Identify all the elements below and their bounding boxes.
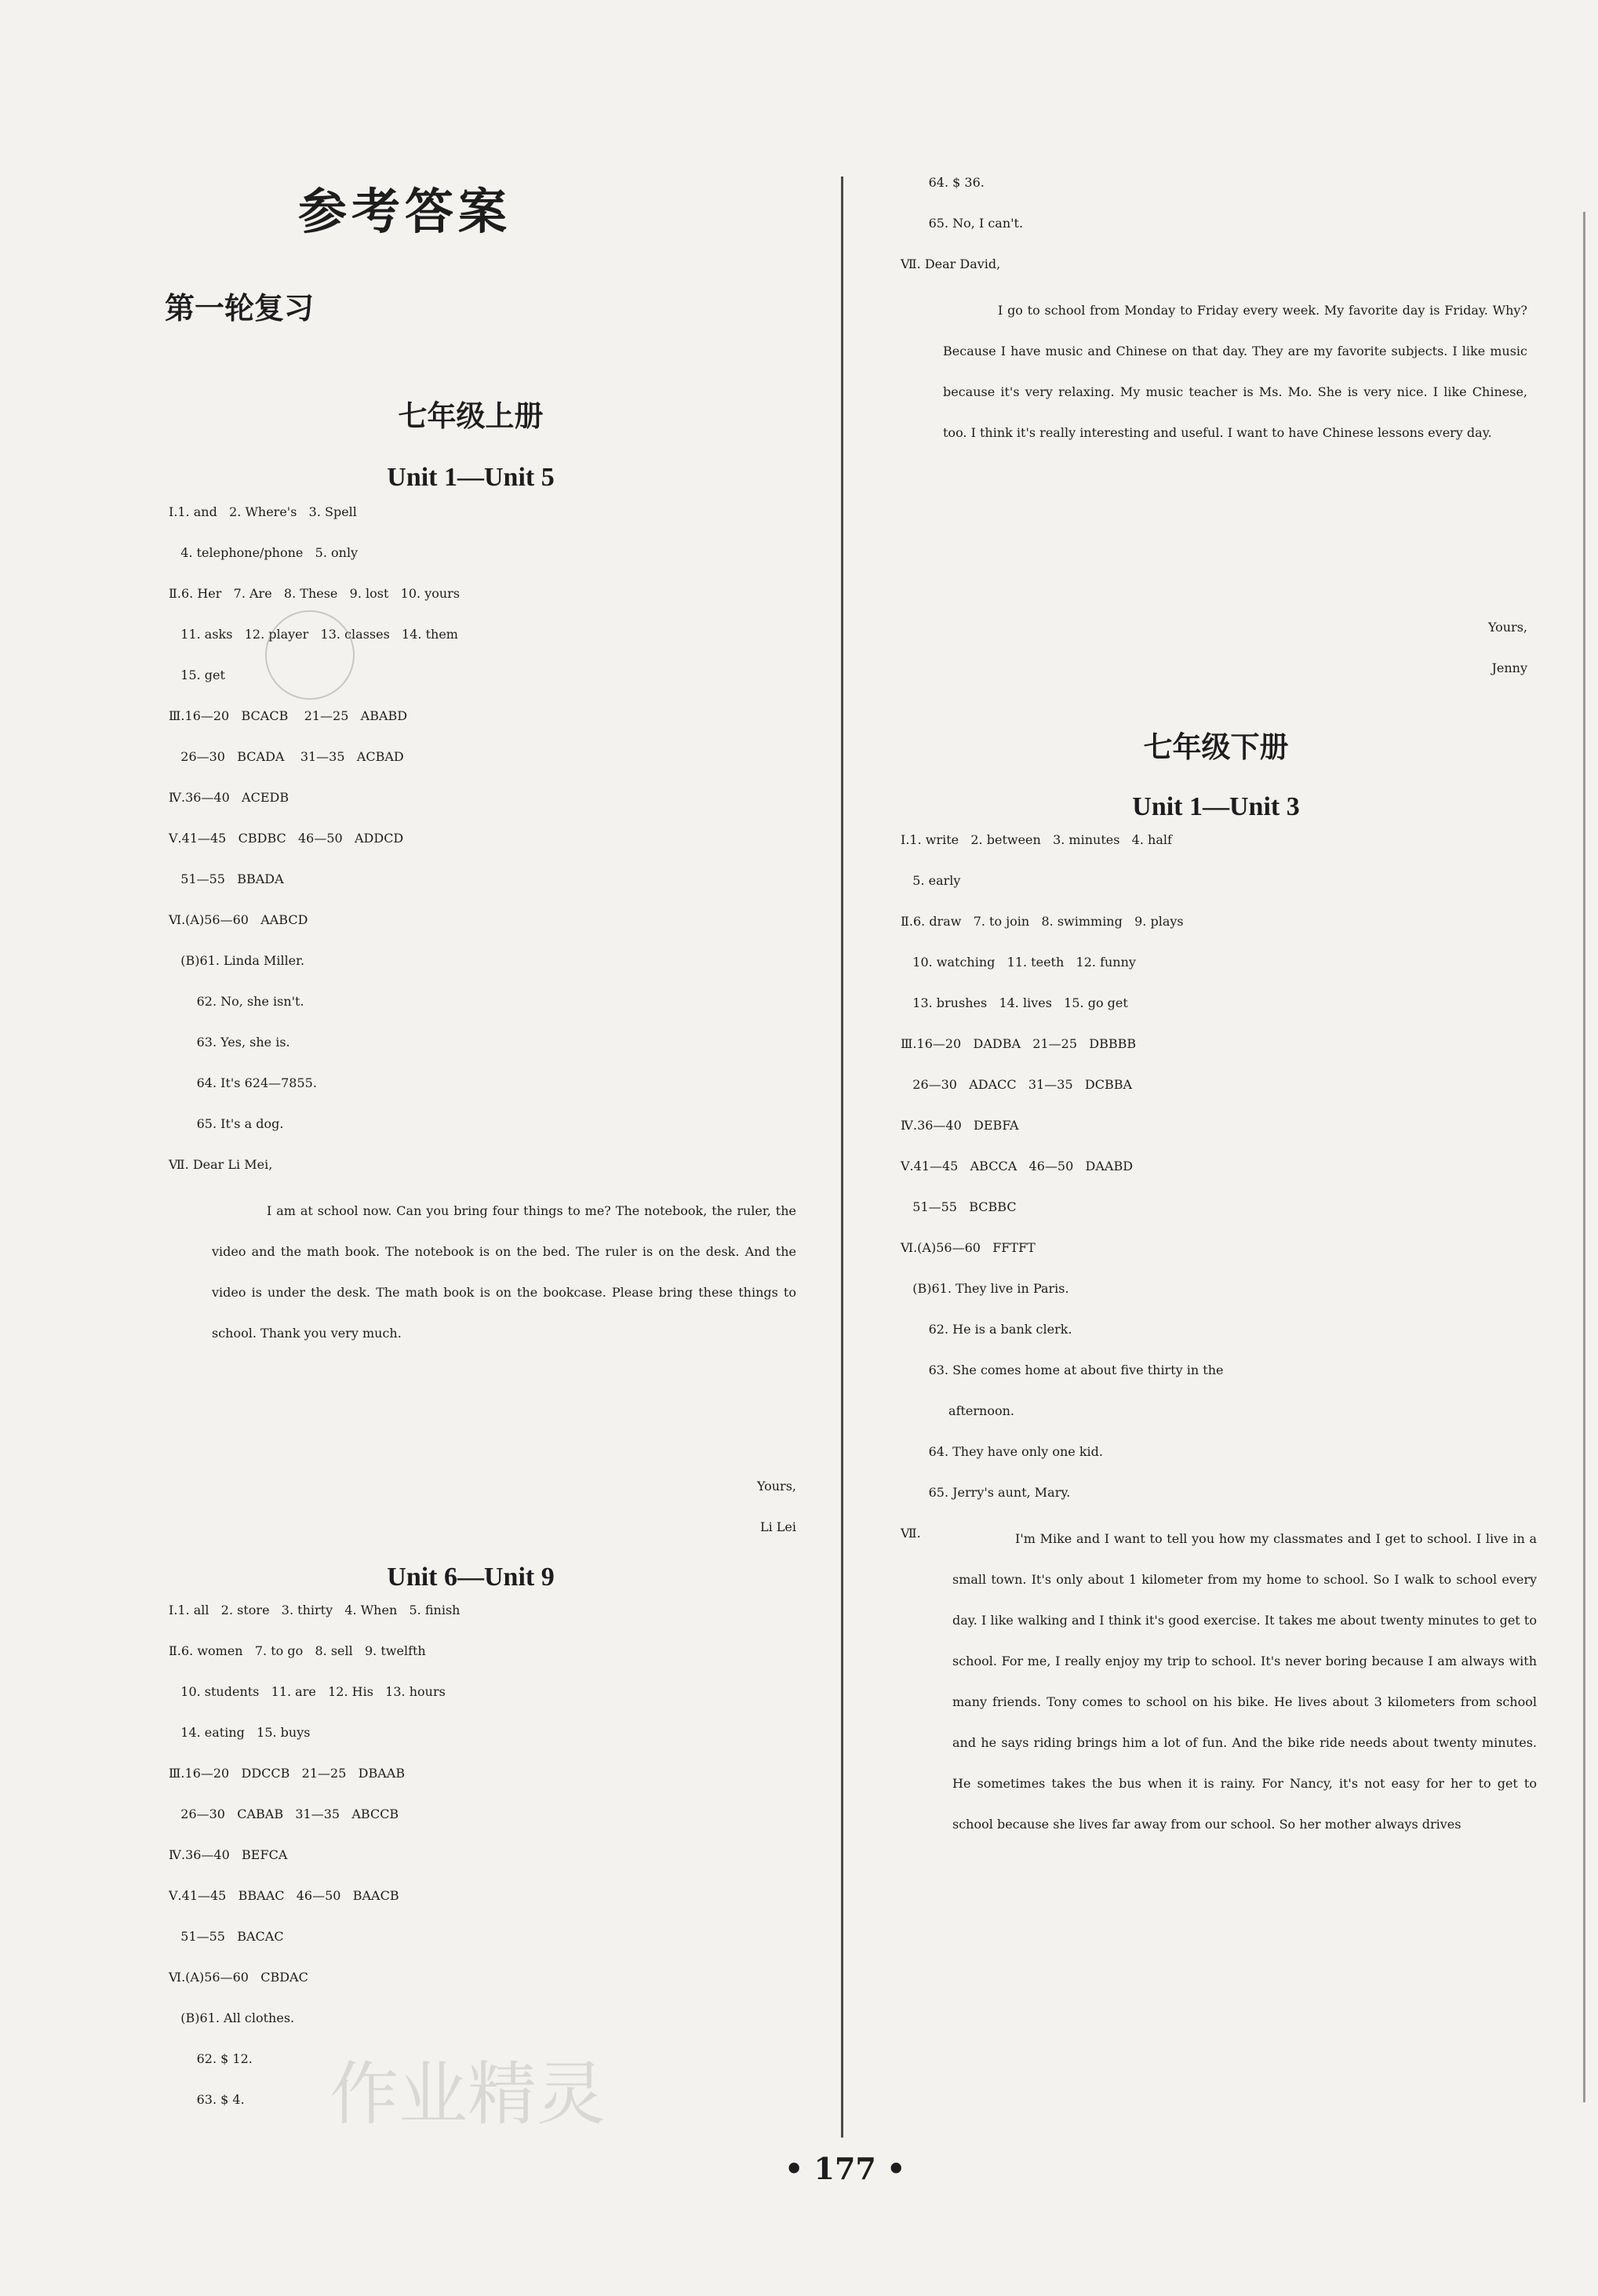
answer-line: (B)61. They live in Paris. — [901, 1281, 1069, 1296]
letter-signature: Jenny — [1491, 660, 1527, 675]
answer-line: 10. watching 11. teeth 12. funny — [901, 955, 1136, 970]
answer-line: Ⅱ.6. women 7. to go 8. sell 9. twelfth — [169, 1643, 426, 1658]
answer-line: Ⅱ.6. draw 7. to join 8. swimming 9. plays — [901, 914, 1184, 929]
answer-line: 13. brushes 14. lives 15. go get — [901, 995, 1128, 1010]
answer-line: 10. students 11. are 12. His 13. hours — [169, 1684, 446, 1699]
page-edge-line — [1583, 212, 1585, 2102]
answer-line: 64. $ 36. — [901, 175, 985, 190]
answer-line: Ⅴ.41—45 BBAAC 46—50 BAACB — [169, 1888, 399, 1903]
answer-line: Ⅶ. — [901, 1526, 921, 1541]
answer-line: Ⅵ.(A)56—60 AABCD — [169, 912, 308, 927]
answer-line: Ⅱ.6. Her 7. Are 8. These 9. lost 10. yours — [169, 586, 460, 601]
answer-line: 11. asks 12. player 13. classes 14. them — [169, 627, 458, 642]
answer-line: Ⅰ.1. write 2. between 3. minutes 4. half — [901, 832, 1172, 847]
answer-line: 64. They have only one kid. — [901, 1444, 1103, 1459]
answer-line: Ⅳ.36—40 BEFCA — [169, 1847, 288, 1862]
page-number: • 177 • — [784, 2151, 906, 2186]
answer-line: 65. No, I can't. — [901, 216, 1024, 231]
letter-closing: Yours, — [756, 1479, 796, 1494]
answer-line: 63. Yes, she is. — [169, 1035, 290, 1050]
answer-line: 26—30 CABAB 31—35 ABCCB — [169, 1807, 399, 1821]
answer-line: Ⅶ. Dear David, — [901, 257, 1001, 271]
essay-body: I'm Mike and I want to tell you how my classmates and I get to school. I live in a small town. It's only about 1 kilometer from my home to school. So I walk to school every day. I like walking and I think it's good exercise. It takes me about twenty minutes to get to school. For me, I really enjoy my trip to school. It's never boring because I am always with many friends. Tony comes to school on his bike. He lives about 3 kilometers from school and he says riding brings him a lot of fun. And the bike ride needs about twenty minutes. He sometimes takes the bus when it is rainy. For Nancy, it's not easy for her to get to school because she lives far away from our school. So her mother always drives — [952, 1531, 1537, 1832]
answer-line: 15. get — [169, 668, 225, 682]
letter-body: I go to school from Monday to Friday every week. My favorite day is Friday. Why? Because I have music and Chinese on that day. They are my favorite subjects. I like music because it's very relaxing. My music teacher is Ms. Mo. She is very nice. I like Chinese, too. I think it's really interesting and useful. I want to have Chinese lessons every day. — [943, 303, 1527, 440]
letter-closing: Yours, — [1487, 620, 1527, 635]
column-divider — [841, 176, 843, 2138]
answer-line: 62. No, she isn't. — [169, 994, 304, 1009]
unit-heading: Unit 1—Unit 5 — [387, 463, 555, 492]
volume-heading-left: 七年级上册 — [398, 399, 544, 433]
answer-line: 62. He is a bank clerk. — [901, 1322, 1072, 1337]
letter-signature: Li Lei — [759, 1519, 796, 1534]
answer-line: Ⅰ.1. all 2. store 3. thirty 4. When 5. finish — [169, 1603, 460, 1617]
answer-line: Ⅵ.(A)56—60 FFTFT — [901, 1240, 1036, 1255]
answer-line: 4. telephone/phone 5. only — [169, 545, 359, 560]
letter-body: I am at school now. Can you bring four things to me? The notebook, the ruler, the video and the math book. The notebook is on the bed. The ruler is on the desk. And the video is under the desk. The math book is on the bookcase. Please bring these things to school. Thank you very much. — [212, 1203, 796, 1341]
answer-line: (B)61. Linda Miller. — [169, 953, 305, 968]
answer-line: 65. It's a dog. — [169, 1116, 284, 1131]
stamp-mark — [265, 610, 355, 700]
section-heading: 第一轮复习 — [165, 291, 315, 326]
answer-line: 63. $ 4. — [169, 2092, 245, 2107]
answer-line: Ⅰ.1. and 2. Where's 3. Spell — [169, 504, 357, 519]
volume-heading-right: 七年级下册 — [1143, 730, 1289, 764]
answer-line: Ⅴ.41—45 ABCCA 46—50 DAABD — [901, 1159, 1134, 1173]
answer-line: Ⅳ.36—40 DEBFA — [901, 1118, 1019, 1133]
answer-line: 63. She comes home at about five thirty in the — [901, 1363, 1224, 1377]
answer-line: 51—55 BCBBC — [901, 1199, 1017, 1214]
page-title: 参考答案 — [298, 183, 512, 240]
watermark: 作业精灵 — [329, 2054, 606, 2134]
answer-line: 26—30 BCADA 31—35 ACBAD — [169, 749, 404, 764]
answer-line: 62. $ 12. — [169, 2051, 253, 2066]
answer-line: 64. It's 624—7855. — [169, 1075, 317, 1090]
answer-line: 14. eating 15. buys — [169, 1725, 311, 1740]
answer-line: Ⅳ.36—40 ACEDB — [169, 790, 289, 805]
answer-line: 5. early — [901, 873, 961, 888]
answer-line: Ⅵ.(A)56—60 CBDAC — [169, 1970, 308, 1985]
answer-line: 51—55 BBADA — [169, 871, 284, 886]
answer-line: Ⅲ.16—20 DDCCB 21—25 DBAAB — [169, 1766, 406, 1781]
answer-line: 26—30 ADACC 31—35 DCBBA — [901, 1077, 1133, 1092]
answer-line: Ⅲ.16—20 BCACB 21—25 ABABD — [169, 708, 408, 723]
answer-line: 51—55 BACAC — [169, 1929, 284, 1944]
answer-line: Ⅶ. Dear Li Mei, — [169, 1157, 273, 1172]
answer-line: Ⅴ.41—45 CBDBC 46—50 ADDCD — [169, 831, 404, 846]
unit-heading: Unit 1—Unit 3 — [1132, 792, 1300, 821]
answer-line: 65. Jerry's aunt, Mary. — [901, 1485, 1071, 1500]
unit-heading: Unit 6—Unit 9 — [387, 1563, 555, 1592]
answer-line: afternoon. — [901, 1403, 1014, 1418]
answer-line: Ⅲ.16—20 DADBA 21—25 DBBBB — [901, 1036, 1137, 1051]
answer-line: (B)61. All clothes. — [169, 2010, 295, 2025]
